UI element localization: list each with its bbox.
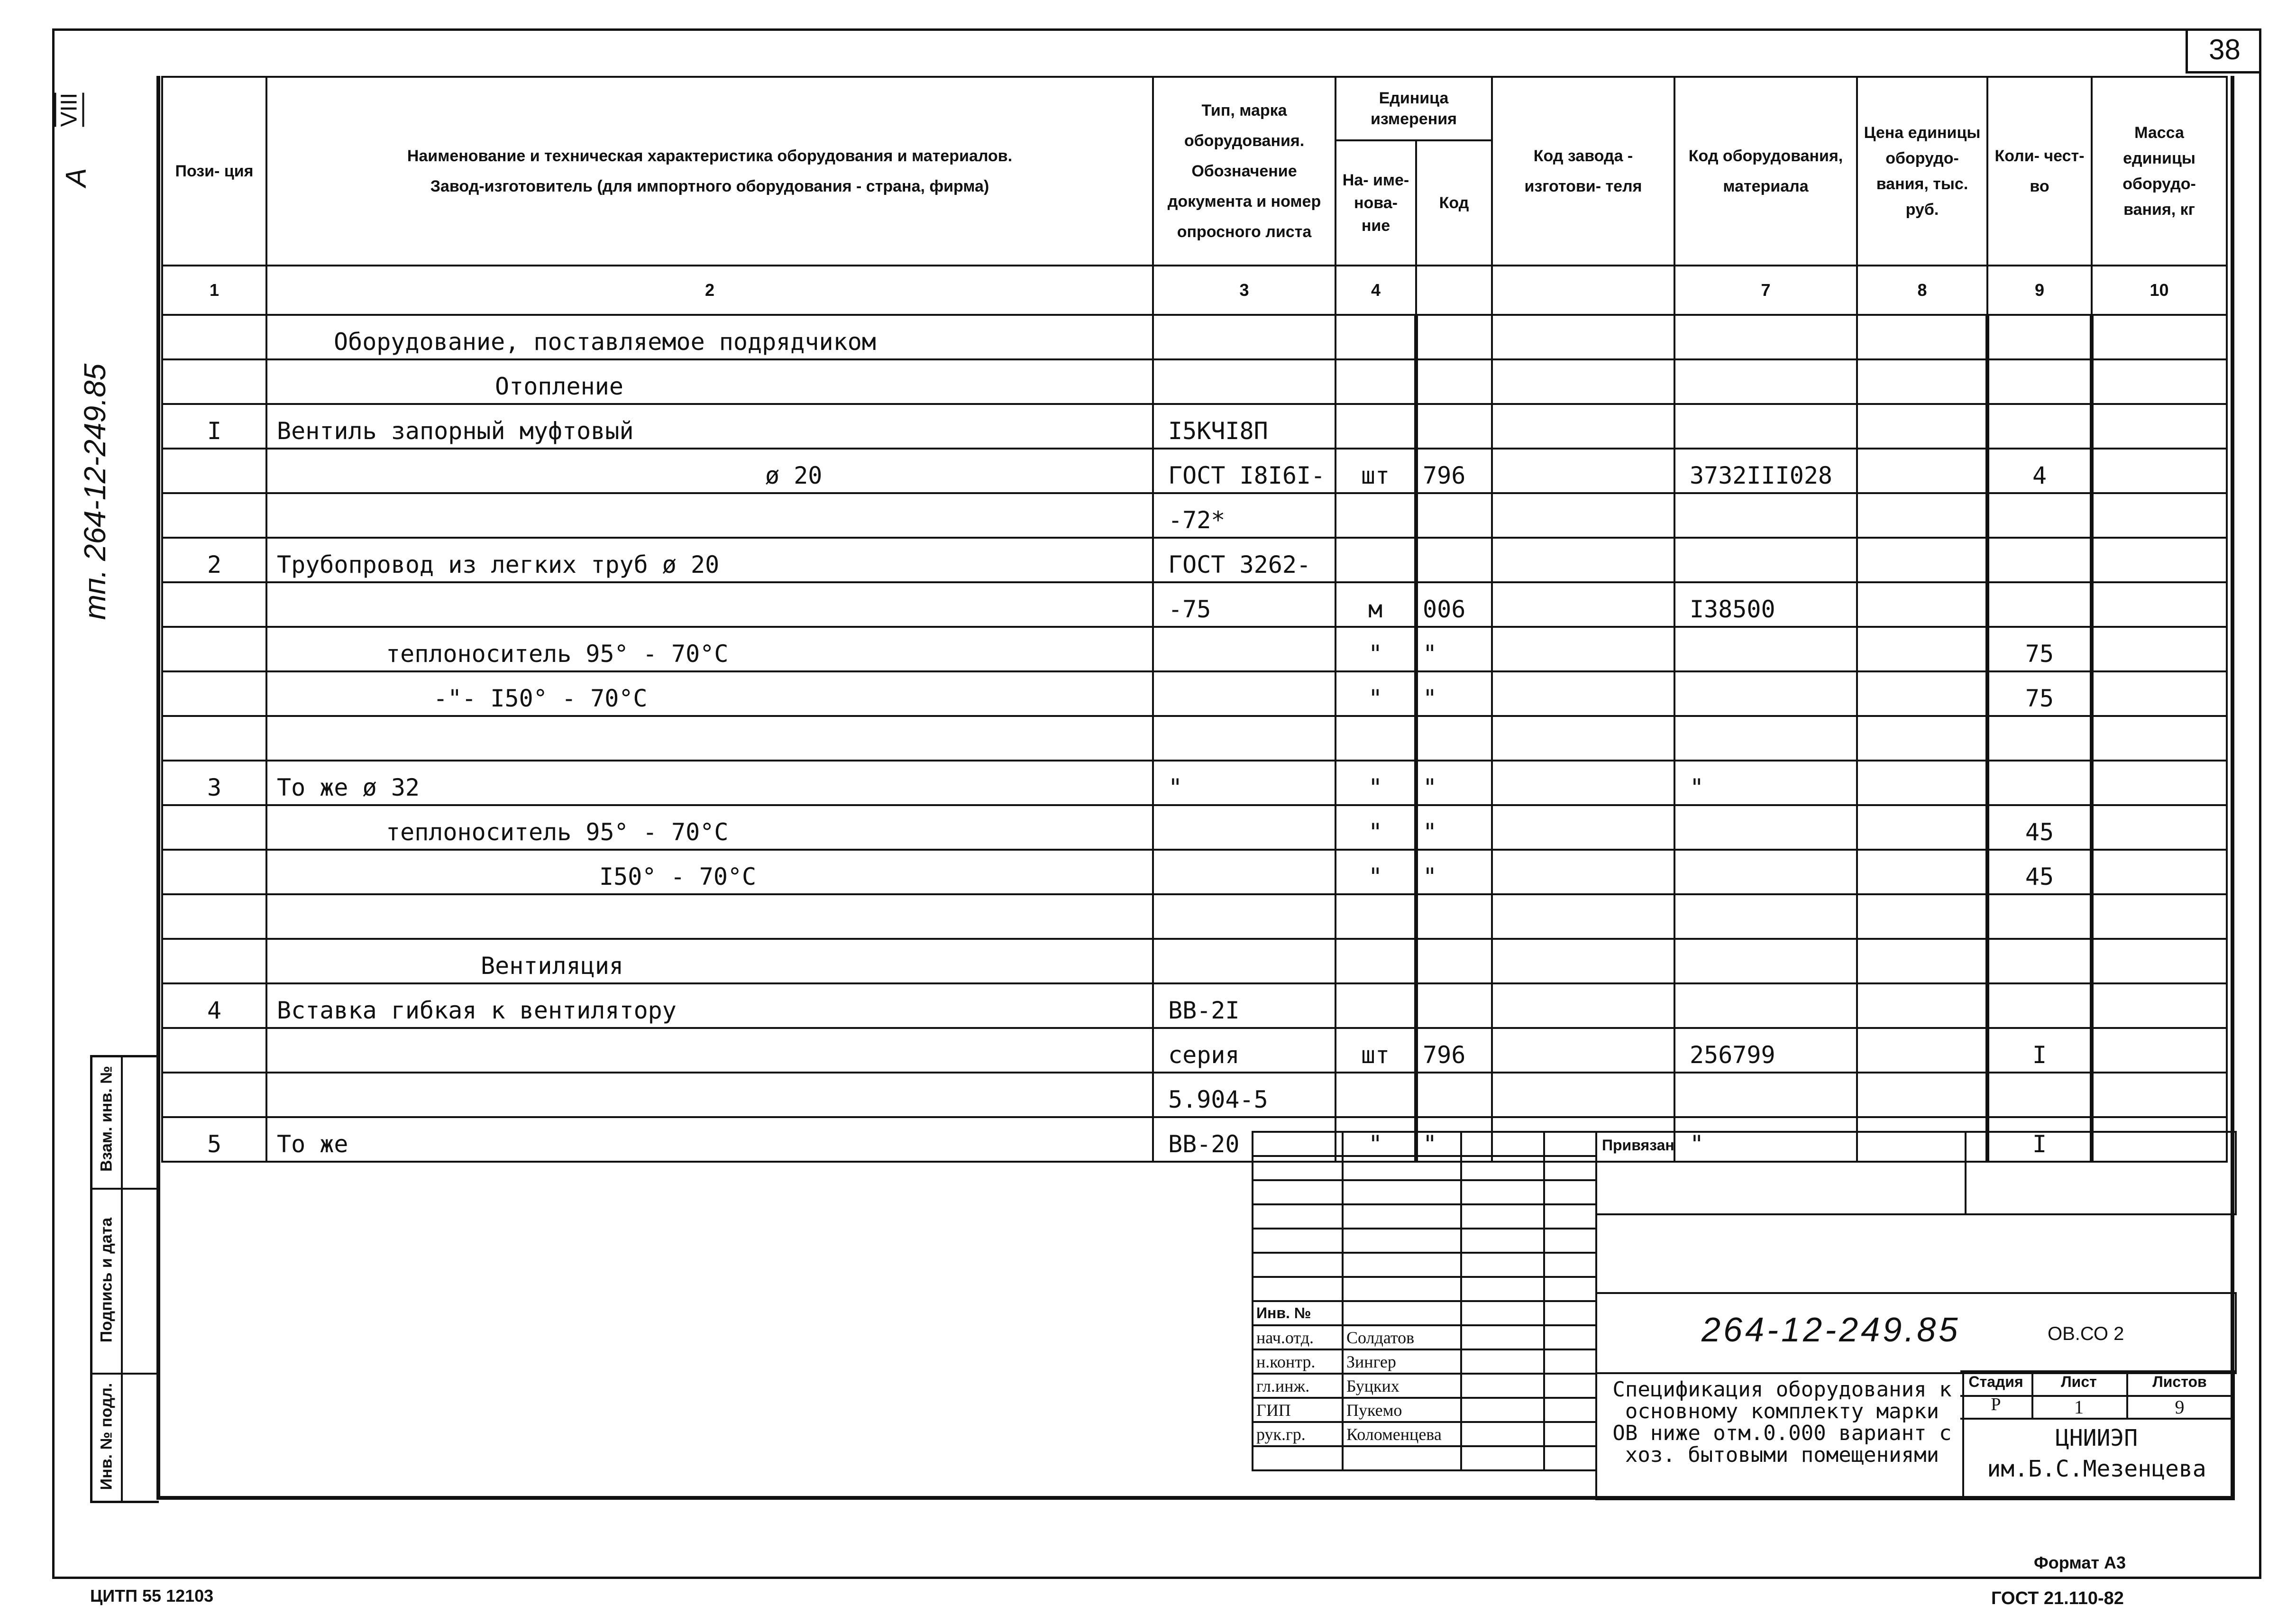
factory-code-cell <box>1492 1073 1674 1117</box>
header-mass: Масса единицы оборудо- вания, кг <box>2092 77 2227 266</box>
title-block <box>1252 1131 2233 1498</box>
doc-suffix: ОВ.СО 2 <box>2048 1323 2124 1344</box>
unit-code-cell: " <box>1416 761 1492 805</box>
type-cell <box>1153 359 1336 404</box>
print-mark: ЦИТП 55 12103 <box>90 1586 214 1606</box>
factory-code-cell <box>1492 627 1674 671</box>
unit-code-cell: 006 <box>1416 582 1492 627</box>
unit-code-cell: 796 <box>1416 449 1492 493</box>
price-cell <box>1857 894 1987 939</box>
type-cell <box>1153 716 1336 761</box>
table-row <box>162 493 2227 538</box>
price-cell <box>1857 404 1987 449</box>
mass-cell <box>2092 449 2227 493</box>
material-code-cell <box>1674 627 1857 671</box>
mass-cell <box>2092 1073 2227 1117</box>
signature-row <box>1253 1229 1596 1253</box>
price-cell <box>1857 582 1987 627</box>
org-line1: ЦНИИЭП <box>2055 1425 2138 1451</box>
mass-cell <box>2092 1028 2227 1073</box>
unit-name-cell: " <box>1336 1117 1416 1162</box>
material-code-cell <box>1674 359 1857 404</box>
signature-row <box>1253 1277 1596 1301</box>
header-name: Наименование и техническая характеристика оборудования и материалов. Завод-изготовитель (для импортного оборудования - страна, фирма) <box>266 77 1153 266</box>
type-cell <box>1153 850 1336 894</box>
quantity-cell <box>1987 761 2092 805</box>
quantity-cell: I <box>1987 1117 2092 1162</box>
material-code-cell <box>1674 1073 1857 1117</box>
header-factory-code: Код завода - изготови- теля <box>1492 77 1674 266</box>
price-cell <box>1857 850 1987 894</box>
type-cell <box>1153 894 1336 939</box>
unit-name-cell: м <box>1336 582 1416 627</box>
price-cell <box>1857 627 1987 671</box>
role-cell: гл.инж. <box>1253 1374 1343 1398</box>
mass-cell <box>2092 894 2227 939</box>
price-cell <box>1857 716 1987 761</box>
price-cell <box>1857 805 1987 850</box>
material-code-cell <box>1674 939 1857 983</box>
table-row <box>162 805 2227 850</box>
header-unit-name: На- име- нова- ние <box>1336 140 1416 266</box>
unit-name-cell: " <box>1336 850 1416 894</box>
position-cell <box>162 449 266 493</box>
price-cell <box>1857 315 1987 359</box>
margin-code: тп. 264-12-249.85 <box>78 363 112 620</box>
signature-cell <box>1461 1325 1544 1349</box>
unit-name-cell: шт <box>1336 449 1416 493</box>
type-cell <box>1153 315 1336 359</box>
quantity-cell <box>1987 894 2092 939</box>
quantity-cell: 75 <box>1987 671 2092 716</box>
signature-row <box>1253 1301 1596 1325</box>
stage-label: Стадия <box>1968 1373 2023 1390</box>
header-row <box>162 77 2227 140</box>
person-name-cell: Зингер <box>1343 1349 1461 1374</box>
name-cell: Оборудование, поставляемое подрядчиком <box>266 315 1153 359</box>
position-cell: I <box>162 404 266 449</box>
unit-code-cell: " <box>1416 627 1492 671</box>
price-cell <box>1857 359 1987 404</box>
mass-cell <box>2092 805 2227 850</box>
type-cell <box>1153 671 1336 716</box>
type-cell: " <box>1153 761 1336 805</box>
signature-grid <box>1252 1131 1597 1471</box>
document-title: Спецификация оборудования к основному комплекту марки ОВ ниже отм.0.000 вариант с хоз. бытовыми помещениями <box>1612 1377 1952 1467</box>
left-stamp-column <box>90 1055 159 1503</box>
unit-code-cell <box>1416 315 1492 359</box>
unit-code-cell <box>1416 716 1492 761</box>
type-cell: ГОСТ I8I6I- <box>1153 449 1336 493</box>
unit-name-cell <box>1336 1073 1416 1117</box>
price-cell <box>1857 671 1987 716</box>
material-code-cell <box>1674 315 1857 359</box>
quantity-cell <box>1987 493 2092 538</box>
person-name-cell: Солдатов <box>1343 1325 1461 1349</box>
position-cell <box>162 315 266 359</box>
header-material-code: Код оборудования, материала <box>1674 77 1857 266</box>
price-cell <box>1857 493 1987 538</box>
margin-letter: A <box>60 168 92 187</box>
unit-code-cell <box>1416 1073 1492 1117</box>
position-cell <box>162 716 266 761</box>
table-row <box>162 404 2227 449</box>
role-cell: нач.отд. <box>1253 1325 1343 1349</box>
unit-code-cell <box>1416 359 1492 404</box>
name-cell: Вентиль запорный муфтовый <box>266 404 1153 449</box>
table-row <box>162 716 2227 761</box>
name-cell: I50° - 70°С <box>266 850 1153 894</box>
type-cell: -72* <box>1153 493 1336 538</box>
doc-code: 264-12-249.85 <box>1701 1311 1961 1349</box>
material-code-cell <box>1674 493 1857 538</box>
type-cell: ВВ-20 <box>1153 1117 1336 1162</box>
type-cell <box>1153 805 1336 850</box>
factory-code-cell <box>1492 671 1674 716</box>
mass-cell <box>2092 983 2227 1028</box>
name-cell: -"- I50° - 70°С <box>266 671 1153 716</box>
factory-code-cell <box>1492 404 1674 449</box>
factory-code-cell <box>1492 939 1674 983</box>
name-cell <box>266 1073 1153 1117</box>
factory-code-cell <box>1492 449 1674 493</box>
name-cell: ø 20 <box>266 449 1153 493</box>
unit-name-cell: " <box>1336 627 1416 671</box>
unit-name-cell <box>1336 716 1416 761</box>
left-margin <box>56 76 119 740</box>
material-code-cell <box>1674 404 1857 449</box>
price-cell <box>1857 1028 1987 1073</box>
mass-cell <box>2092 850 2227 894</box>
table-row <box>162 315 2227 359</box>
quantity-cell <box>1987 404 2092 449</box>
price-cell <box>1857 449 1987 493</box>
sheet-number-box <box>2186 28 2261 73</box>
org-line2: им.Б.С.Мезенцева <box>1987 1456 2206 1482</box>
quantity-cell <box>1987 315 2092 359</box>
material-code-cell <box>1674 716 1857 761</box>
name-cell: Отопление <box>266 359 1153 404</box>
quantity-cell: 75 <box>1987 627 2092 671</box>
name-cell <box>266 582 1153 627</box>
price-cell <box>1857 983 1987 1028</box>
factory-code-cell <box>1492 716 1674 761</box>
mass-cell <box>2092 671 2227 716</box>
unit-code-cell <box>1416 983 1492 1028</box>
header-unit-group: Единица измерения <box>1336 77 1492 140</box>
material-code-cell: 3732III028 <box>1674 449 1857 493</box>
signature-row <box>1253 1349 1596 1374</box>
person-name-cell: Пукемо <box>1343 1398 1461 1422</box>
signature-cell <box>1461 1374 1544 1398</box>
table-row <box>162 627 2227 671</box>
signature-row <box>1253 1132 1596 1156</box>
table-row <box>162 761 2227 805</box>
quantity-cell <box>1987 983 2092 1028</box>
quantity-cell: 45 <box>1987 850 2092 894</box>
unit-name-cell <box>1336 359 1416 404</box>
price-cell <box>1857 761 1987 805</box>
price-cell <box>1857 1073 1987 1117</box>
position-cell: 2 <box>162 538 266 582</box>
mass-cell <box>2092 939 2227 983</box>
label-inv-podl: Инв. № подл. <box>97 1383 116 1490</box>
specification-table <box>161 76 2228 1163</box>
sheets-label: Листов <box>2152 1373 2207 1390</box>
position-cell: 5 <box>162 1117 266 1162</box>
header-position: Пози- ция <box>162 77 266 266</box>
unit-name-cell <box>1336 538 1416 582</box>
quantity-cell <box>1987 538 2092 582</box>
unit-name-cell <box>1336 315 1416 359</box>
person-name-cell: Коломенцева <box>1343 1422 1461 1446</box>
name-cell: То же ø 32 <box>266 761 1153 805</box>
name-cell <box>266 1028 1153 1073</box>
label-vzam-inv: Взам. инв. № <box>97 1065 116 1172</box>
unit-code-cell: " <box>1416 671 1492 716</box>
type-cell: серия <box>1153 1028 1336 1073</box>
quantity-cell: I <box>1987 1028 2092 1073</box>
factory-code-cell <box>1492 761 1674 805</box>
header-type: Тип, марка оборудования. Обозначение документа и номер опросного листа <box>1153 77 1336 266</box>
mass-cell <box>2092 627 2227 671</box>
table-row <box>162 671 2227 716</box>
name-cell: Вставка гибкая к вентилятору <box>266 983 1153 1028</box>
material-code-cell: " <box>1674 1117 1857 1162</box>
format-label: Формат А3 <box>2034 1553 2126 1572</box>
unit-name-cell <box>1336 404 1416 449</box>
unit-code-cell <box>1416 404 1492 449</box>
table-row <box>162 359 2227 404</box>
header-unit-code: Код <box>1416 140 1492 266</box>
unit-name-cell <box>1336 939 1416 983</box>
signature-cell <box>1461 1398 1544 1422</box>
mass-cell <box>2092 538 2227 582</box>
factory-code-cell <box>1492 983 1674 1028</box>
unit-code-cell: " <box>1416 1117 1492 1162</box>
type-cell: ГОСТ 3262- <box>1153 538 1336 582</box>
quantity-cell <box>1987 582 2092 627</box>
material-code-cell <box>1674 983 1857 1028</box>
signature-row <box>1253 1156 1596 1180</box>
name-cell <box>266 894 1153 939</box>
factory-code-cell <box>1492 538 1674 582</box>
table-row <box>162 449 2227 493</box>
sheet-value: 1 <box>2074 1396 2084 1418</box>
table-row <box>162 582 2227 627</box>
privyazan-box <box>1595 1131 2237 1215</box>
mass-cell <box>2092 761 2227 805</box>
unit-code-cell: 796 <box>1416 1028 1492 1073</box>
document-title-box <box>1595 1370 1964 1500</box>
material-code-cell <box>1674 850 1857 894</box>
signature-cell <box>1461 1422 1544 1446</box>
table-row <box>162 1073 2227 1117</box>
unit-name-cell <box>1336 894 1416 939</box>
name-cell: Вентиляция <box>266 939 1153 983</box>
margin-roman: VIII <box>55 92 84 127</box>
factory-code-cell <box>1492 894 1674 939</box>
material-code-cell: " <box>1674 761 1857 805</box>
signature-row <box>1253 1253 1596 1277</box>
sheet-label: Лист <box>2061 1373 2097 1390</box>
type-cell <box>1153 939 1336 983</box>
position-cell: 3 <box>162 761 266 805</box>
signature-row <box>1253 1325 1596 1349</box>
role-cell: н.контр. <box>1253 1349 1343 1374</box>
signature-cell <box>1461 1349 1544 1374</box>
material-code-cell: 256799 <box>1674 1028 1857 1073</box>
header-price: Цена единицы оборудо- вания, тыс. руб. <box>1857 77 1987 266</box>
sheet-number: 38 <box>2209 34 2241 65</box>
signature-row <box>1253 1180 1596 1204</box>
position-cell <box>162 359 266 404</box>
privyazan-label: Привязан <box>1602 1137 1674 1154</box>
position-cell <box>162 1028 266 1073</box>
material-code-cell <box>1674 894 1857 939</box>
table-row <box>162 894 2227 939</box>
role-cell: ГИП <box>1253 1398 1343 1422</box>
type-cell <box>1153 627 1336 671</box>
factory-code-cell <box>1492 582 1674 627</box>
stage-value: Р <box>1991 1395 2001 1414</box>
position-cell <box>162 493 266 538</box>
inv-no-label: Инв. № <box>1253 1301 1343 1325</box>
name-cell: То же <box>266 1117 1153 1162</box>
unit-name-cell: шт <box>1336 1028 1416 1073</box>
specification-body <box>162 315 2227 1162</box>
unit-code-cell: " <box>1416 850 1492 894</box>
name-cell: теплоноситель 95° - 70°С <box>266 805 1153 850</box>
unit-code-cell <box>1416 894 1492 939</box>
price-cell <box>1857 939 1987 983</box>
factory-code-cell <box>1492 493 1674 538</box>
name-cell: теплоноситель 95° - 70°С <box>266 627 1153 671</box>
material-code-cell <box>1674 805 1857 850</box>
position-cell <box>162 671 266 716</box>
gost-label: ГОСТ 21.110-82 <box>1991 1588 2124 1608</box>
unit-name-cell <box>1336 983 1416 1028</box>
doc-code-box <box>1595 1292 2237 1374</box>
factory-code-cell <box>1492 850 1674 894</box>
position-cell <box>162 582 266 627</box>
position-cell <box>162 894 266 939</box>
unit-code-cell <box>1416 538 1492 582</box>
table-row <box>162 983 2227 1028</box>
role-cell: рук.гр. <box>1253 1422 1343 1446</box>
type-cell: 5.904-5 <box>1153 1073 1336 1117</box>
table-row <box>162 939 2227 983</box>
factory-code-cell <box>1492 359 1674 404</box>
table-row <box>162 1028 2227 1073</box>
factory-code-cell <box>1492 805 1674 850</box>
unit-code-cell: " <box>1416 805 1492 850</box>
material-code-cell: I38500 <box>1674 582 1857 627</box>
position-cell <box>162 805 266 850</box>
person-name-cell: Буцких <box>1343 1374 1461 1398</box>
quantity-cell: 45 <box>1987 805 2092 850</box>
name-cell: Трубопровод из легких труб ø 20 <box>266 538 1153 582</box>
type-cell: ВВ-2I <box>1153 983 1336 1028</box>
position-cell <box>162 627 266 671</box>
signature-row <box>1253 1422 1596 1446</box>
stage-box <box>1960 1370 2235 1500</box>
price-cell <box>1857 538 1987 582</box>
name-cell <box>266 716 1153 761</box>
factory-code-cell <box>1492 1028 1674 1073</box>
unit-name-cell: " <box>1336 761 1416 805</box>
signature-row <box>1253 1204 1596 1229</box>
header-quantity: Коли- чест- во <box>1987 77 2092 266</box>
signature-row <box>1253 1446 1596 1470</box>
quantity-cell: 4 <box>1987 449 2092 493</box>
position-cell <box>162 1073 266 1117</box>
factory-code-cell <box>1492 315 1674 359</box>
unit-name-cell: " <box>1336 671 1416 716</box>
quantity-cell <box>1987 939 2092 983</box>
signature-row <box>1253 1398 1596 1422</box>
quantity-cell <box>1987 1073 2092 1117</box>
material-code-cell <box>1674 538 1857 582</box>
mass-cell <box>2092 493 2227 538</box>
table-row <box>162 850 2227 894</box>
signature-row <box>1253 1374 1596 1398</box>
unit-code-cell <box>1416 493 1492 538</box>
mass-cell <box>2092 315 2227 359</box>
position-cell <box>162 850 266 894</box>
column-number-row: 1 2 3 4 7 8 9 10 <box>162 266 2227 315</box>
label-podpis: Подпись и дата <box>97 1217 116 1343</box>
unit-name-cell <box>1336 493 1416 538</box>
mass-cell <box>2092 716 2227 761</box>
mass-cell <box>2092 582 2227 627</box>
position-cell: 4 <box>162 983 266 1028</box>
sheets-value: 9 <box>2175 1396 2185 1418</box>
unit-name-cell: " <box>1336 805 1416 850</box>
unit-code-cell <box>1416 939 1492 983</box>
name-cell <box>266 493 1153 538</box>
material-code-cell <box>1674 671 1857 716</box>
type-cell: -75 <box>1153 582 1336 627</box>
quantity-cell <box>1987 716 2092 761</box>
position-cell <box>162 939 266 983</box>
table-row <box>162 538 2227 582</box>
quantity-cell <box>1987 359 2092 404</box>
type-cell: I5КЧI8П <box>1153 404 1336 449</box>
mass-cell <box>2092 359 2227 404</box>
mass-cell <box>2092 404 2227 449</box>
